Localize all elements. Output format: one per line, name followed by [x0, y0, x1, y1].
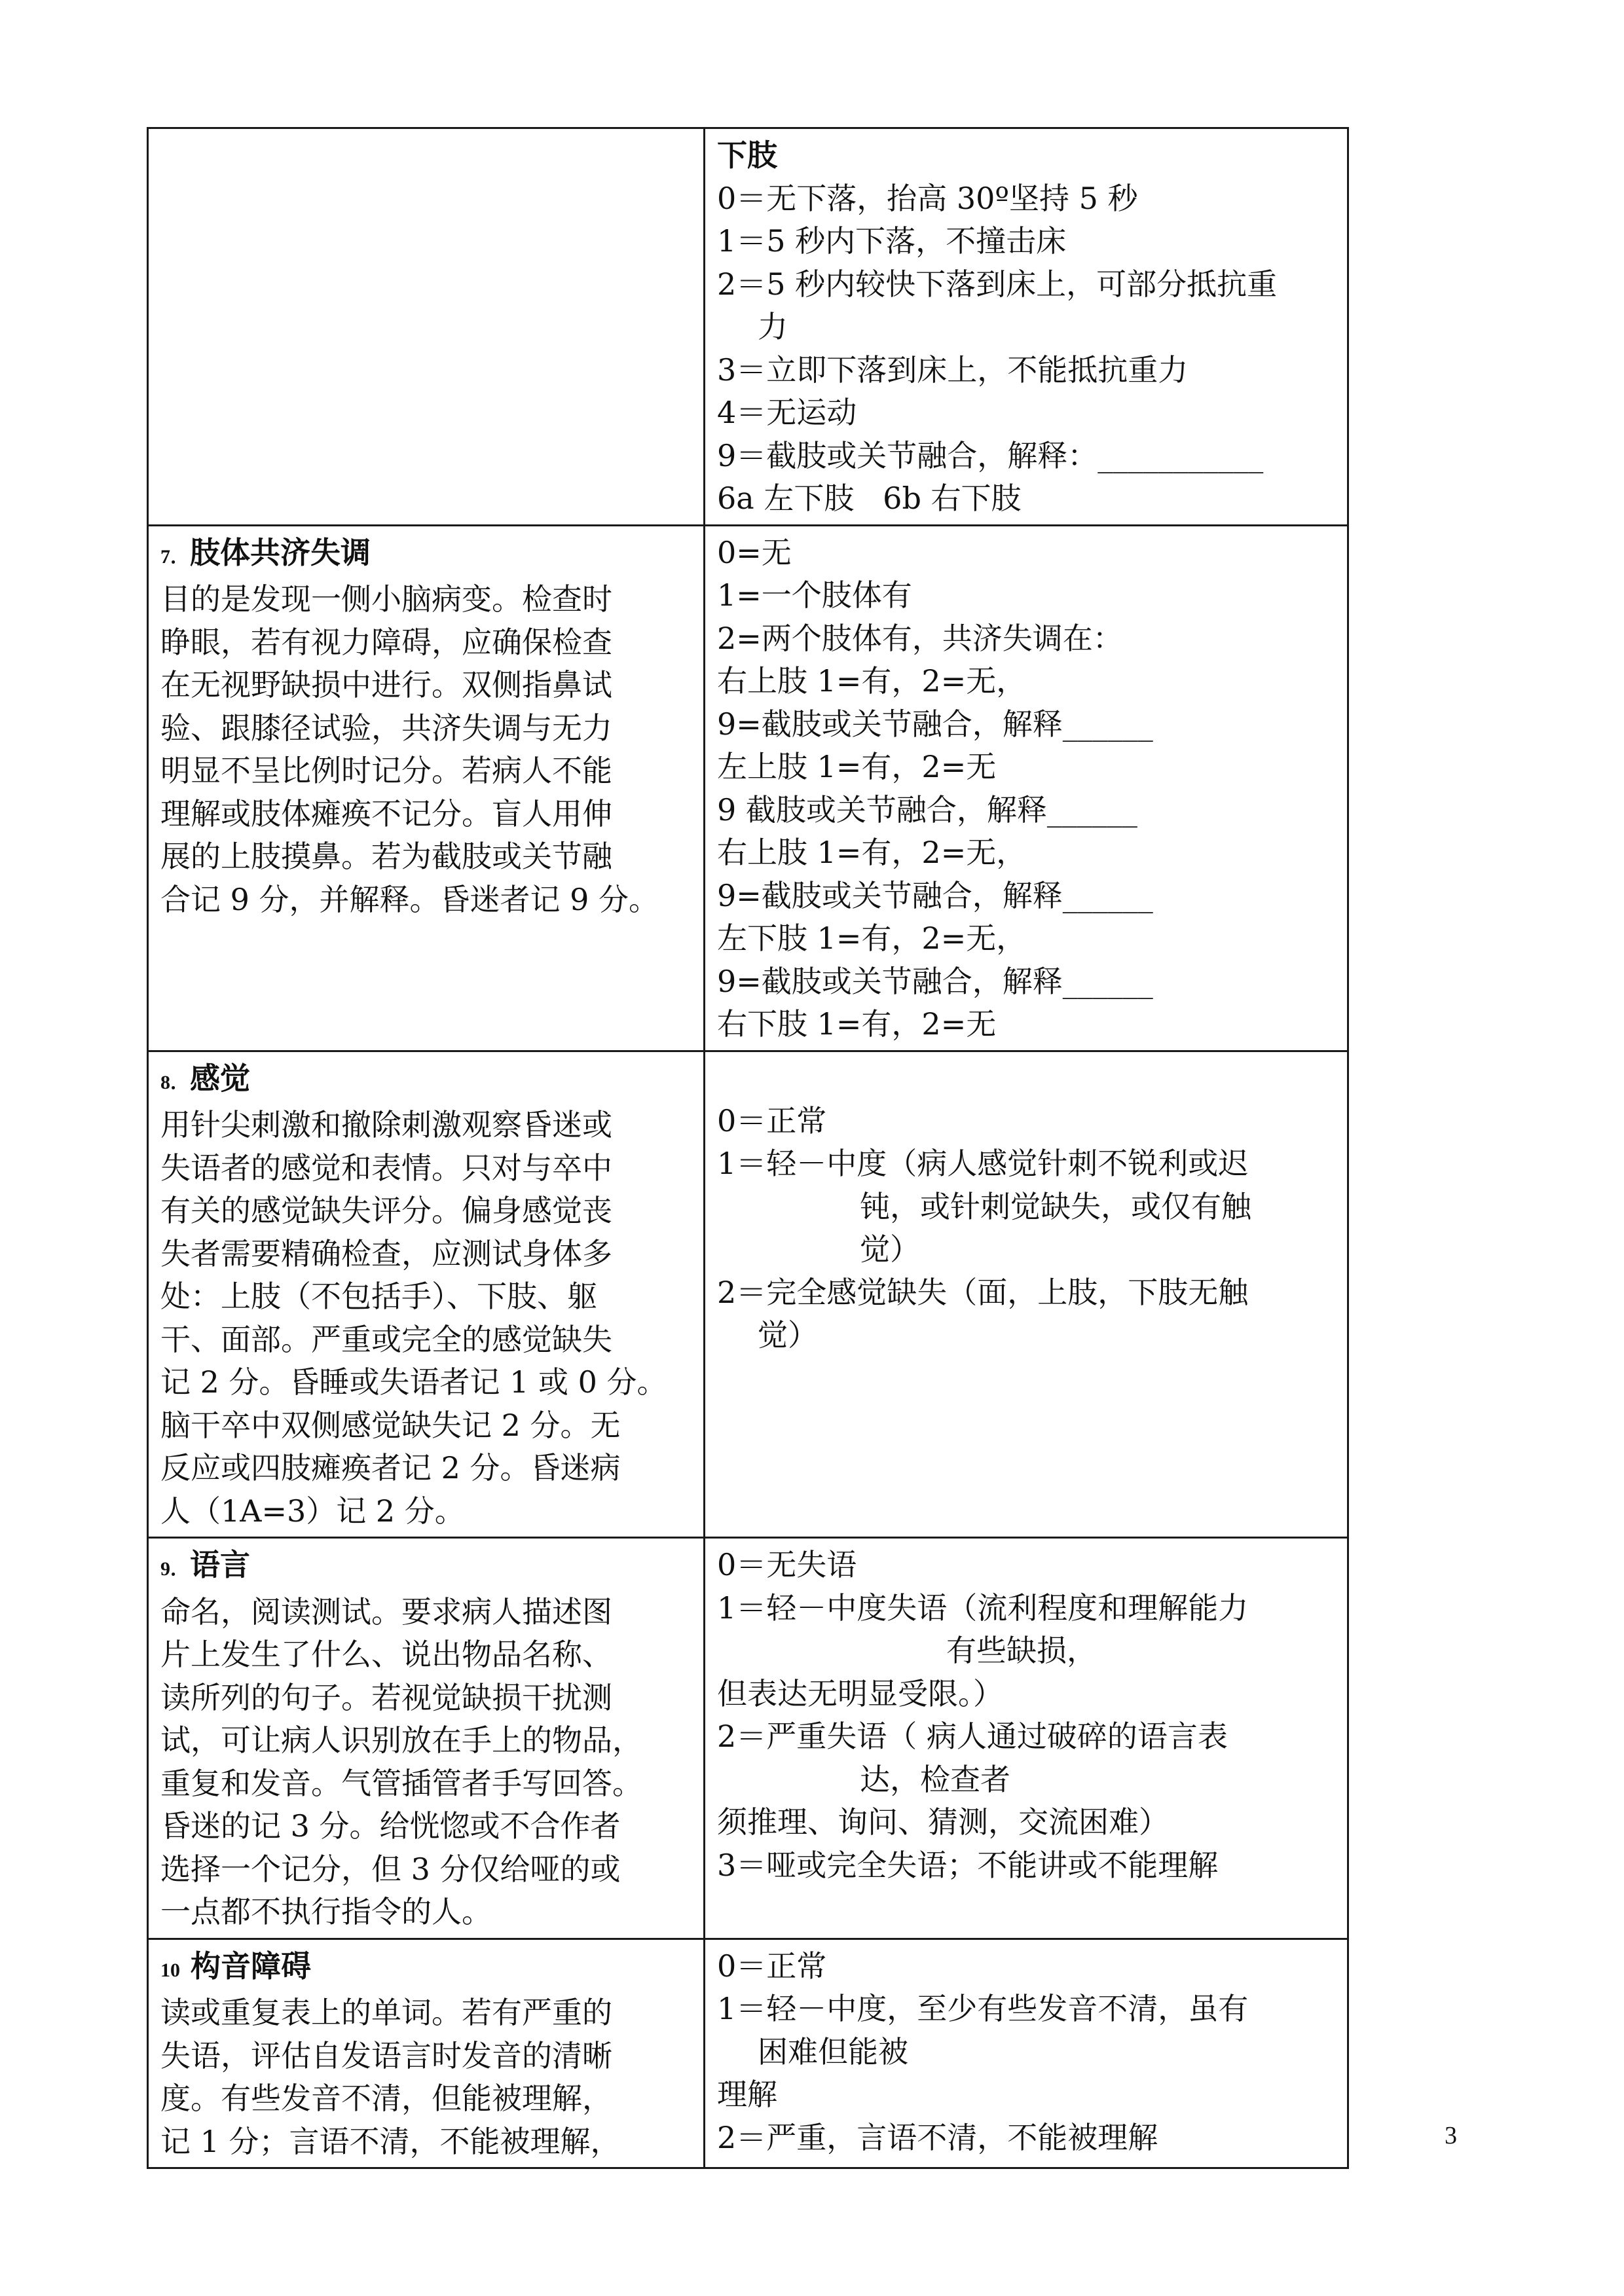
subsection-title: 下肢 — [717, 137, 777, 173]
item-description-cell — [148, 1939, 705, 2168]
table-row-8-sensory — [148, 1051, 1348, 1538]
score-option-continued: 达，检查者 — [860, 1761, 1010, 1797]
description-line: 目的是发现一侧小脑病变。检查时 — [160, 581, 612, 617]
item-description-cell — [148, 1051, 705, 1538]
nihss-scale-table — [147, 127, 1349, 2169]
item-description-cell — [148, 1538, 705, 1939]
description-line: 人（1A=3）记 2 分。 — [160, 1493, 465, 1529]
score-option: 2＝完全感觉缺失（面，上肢，下肢无触 — [717, 1274, 1249, 1310]
score-option-continued: 有些缺损， — [946, 1633, 1097, 1668]
spacer — [717, 1057, 1330, 1100]
description-line: 失语者的感觉和表情。只对与卒中 — [160, 1150, 612, 1186]
description-line: 合记 9 分，并解释。昏迷者记 9 分。 — [160, 881, 659, 917]
description-line: 明显不呈比例时记分。若病人不能 — [160, 753, 612, 788]
item-description-cell — [148, 128, 705, 526]
item-heading — [160, 1544, 686, 1591]
description-line: 记 2 分。昏睡或失语者记 1 或 0 分。 — [160, 1364, 667, 1400]
score-option: 0＝无下落，抬高 30º坚持 5 秒 — [717, 180, 1138, 216]
description-line: 试，可让病人识别放在手上的物品， — [160, 1722, 642, 1758]
score-option: 4＝无运动 — [717, 395, 857, 430]
score-option-continued: 理解 — [717, 2077, 777, 2112]
scoring-cell — [705, 1538, 1348, 1939]
description-line: 用针尖刺激和撤除刺激观察昏迷或 — [160, 1107, 612, 1142]
score-option-continued: 须推理、询问、猜测，交流困难） — [717, 1804, 1169, 1840]
score-option-continued: 觉） — [860, 1231, 920, 1267]
description-line: 反应或四肢瘫痪者记 2 分。昏迷病 — [160, 1450, 621, 1485]
description-line: 展的上肢摸鼻。若为截肢或关节融 — [160, 839, 612, 874]
description-line: 验、跟膝径试验，共济失调与无力 — [160, 710, 612, 746]
description-line: 干、面部。严重或完全的感觉缺失 — [160, 1321, 612, 1357]
item-heading — [160, 1945, 686, 1992]
item-number: 7． — [160, 545, 190, 568]
description-line: 重复和发音。气管插管者手写回答。 — [160, 1765, 642, 1801]
scoring-cell — [705, 525, 1348, 1051]
item-title: 感觉 — [190, 1060, 250, 1096]
description-line: 度。有些发音不清，但能被理解， — [160, 2081, 612, 2116]
table-row-10-dysarthria — [148, 1939, 1348, 2168]
score-option: 1=一个肢体有 — [717, 577, 912, 613]
description-line: 失者需要精确检查，应测试身体多 — [160, 1235, 612, 1271]
description-line: 理解或肢体瘫痪不记分。盲人用伸 — [160, 795, 612, 831]
description-line: 读或重复表上的单词。若有严重的 — [160, 1995, 612, 2030]
item-number: 10 — [160, 1959, 180, 1981]
scoring-cell — [705, 1939, 1348, 2168]
score-option: 0=无 — [717, 534, 792, 570]
score-option-continued: 困难但能被 — [758, 2033, 908, 2069]
score-option-explain-blank: 9=截肢或关节融合，解释______ — [717, 706, 1153, 742]
item-number: 8． — [160, 1071, 190, 1093]
description-line: 选择一个记分，但 3 分仅给哑的或 — [160, 1851, 621, 1887]
description-line: 读所列的句子。若视觉缺损干扰测 — [160, 1679, 612, 1715]
scoring-cell — [705, 128, 1348, 526]
score-option: 1＝轻－中度（病人感觉针刺不锐利或迟 — [717, 1146, 1249, 1181]
limb-option: 左下肢 1=有，2=无， — [717, 920, 1027, 956]
item-title: 肢体共济失调 — [190, 534, 371, 570]
description-line: 有关的感觉缺失评分。偏身感觉丧 — [160, 1193, 612, 1228]
score-option: 2＝严重失语（ 病人通过破碎的语言表 — [717, 1719, 1228, 1754]
score-option: 1＝5 秒内下落，不撞击床 — [717, 223, 1067, 259]
score-option-explain-blank: 9=截肢或关节融合，解释______ — [717, 877, 1153, 913]
description-line: 失语，评估自发语言时发音的清晰 — [160, 2037, 612, 2073]
table-row-7-limb-ataxia — [148, 525, 1348, 1051]
limb-option: 左上肢 1=有，2=无 — [717, 749, 997, 784]
limb-option: 右上肢 1=有，2=无， — [717, 835, 1027, 870]
description-line: 命名，阅读测试。要求病人描述图 — [160, 1594, 612, 1630]
description-line: 睁眼，若有视力障碍，应确保检查 — [160, 624, 612, 660]
score-option-continued: 力 — [758, 309, 788, 344]
item-description-cell — [148, 525, 705, 1051]
score-option-explain-blank: 9 截肢或关节融合，解释______ — [717, 792, 1137, 828]
score-option: 1＝轻－中度失语（流利程度和理解能力 — [717, 1590, 1249, 1626]
limb-option: 右下肢 1=有，2=无 — [717, 1006, 997, 1042]
score-option: 3＝哑或完全失语；不能讲或不能理解 — [717, 1847, 1219, 1883]
scoring-cell — [705, 1051, 1348, 1538]
score-option: 0＝正常 — [717, 1948, 827, 1984]
score-option: 2＝5 秒内较快下落到床上，可部分抵抗重 — [717, 266, 1278, 302]
item-heading — [160, 1057, 686, 1104]
score-option-continued: 觉） — [758, 1317, 818, 1353]
score-option-explain-blank: 9＝截肢或关节融合，解释：___________ — [717, 437, 1264, 473]
score-option-continued: 钝，或针刺觉缺失，或仅有触 — [860, 1188, 1251, 1224]
description-line: 在无视野缺损中进行。双侧指鼻试 — [160, 667, 612, 702]
score-option: 2＝严重，言语不清，不能被理解 — [717, 2119, 1158, 2155]
item-heading — [160, 532, 686, 579]
description-line: 记 1 分；言语不清，不能被理解， — [160, 2123, 621, 2159]
score-option: 3＝立即下落到床上，不能抵抗重力 — [717, 352, 1189, 388]
description-line: 处：上肢（不包括手）、下肢、躯 — [160, 1279, 597, 1314]
limb-labels: 6a 左下肢 6b 右下肢 — [717, 481, 1022, 516]
score-option: 0＝无失语 — [717, 1547, 857, 1582]
limb-option: 右上肢 1=有，2=无， — [717, 663, 1027, 699]
score-option-explain-blank: 9=截肢或关节融合，解释______ — [717, 963, 1153, 999]
table-row-9-language — [148, 1538, 1348, 1939]
description-line: 一点都不执行指令的人。 — [160, 1894, 492, 1929]
score-option: 1＝轻－中度，至少有些发音不清，虽有 — [717, 1991, 1249, 2026]
description-line: 脑干卒中双侧感觉缺失记 2 分。无 — [160, 1407, 621, 1443]
item-number: 9． — [160, 1558, 190, 1580]
description-line: 昏迷的记 3 分。给恍惚或不合作者 — [160, 1808, 621, 1844]
item-title: 语言 — [190, 1547, 250, 1582]
description-line: 片上发生了什么、说出物品名称、 — [160, 1637, 612, 1672]
item-title: 构音障碍 — [191, 1948, 312, 1984]
score-option-continued: 但表达无明显受限。） — [717, 1675, 1003, 1711]
table-row-6-lower-limb — [148, 128, 1348, 526]
page-number: 3 — [1445, 2122, 1457, 2149]
score-option: 2=两个肢体有，共济失调在： — [717, 620, 1123, 656]
score-option: 0＝正常 — [717, 1102, 827, 1139]
